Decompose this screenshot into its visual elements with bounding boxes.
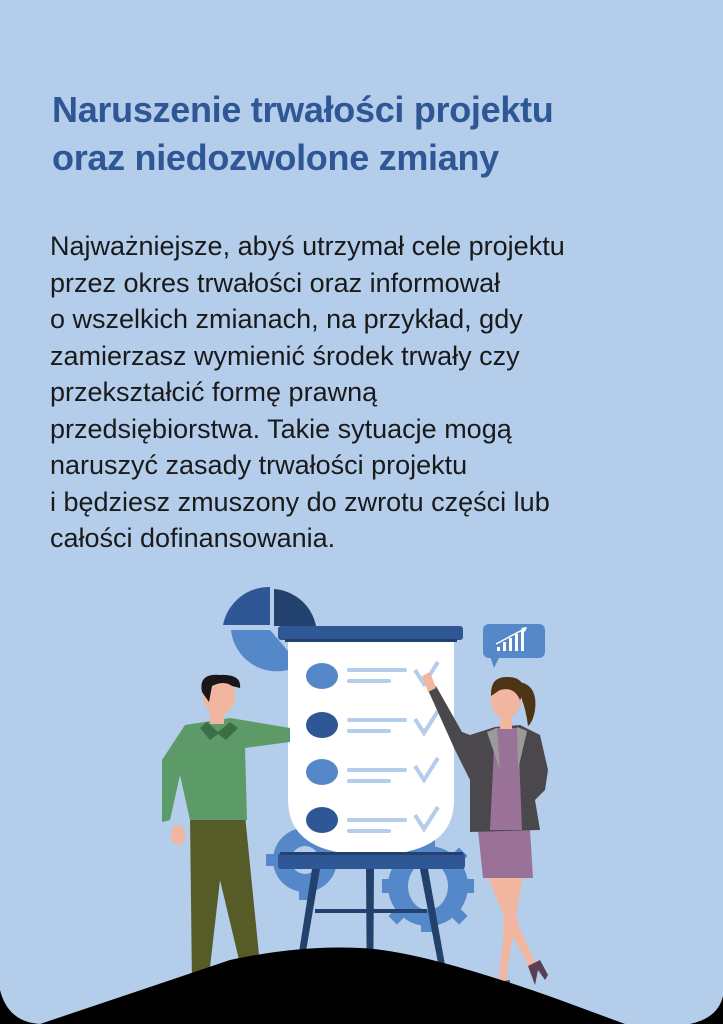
presentation-illustration bbox=[0, 560, 723, 1024]
checklist-board bbox=[278, 626, 463, 855]
body-line: przekształcić formę prawną bbox=[50, 377, 378, 407]
body-line: Najważniejsze, abyś utrzymał cele projektu bbox=[50, 231, 565, 261]
body-line: przez okres trwałości oraz informował bbox=[50, 267, 501, 298]
body-line: przedsiębiorstwa. Takie sytuacje mogą bbox=[50, 413, 512, 444]
body-line: i będziesz zmuszony do zwrotu części lub bbox=[50, 486, 550, 517]
growth-chart-bubble-icon bbox=[483, 624, 545, 668]
title-line-2: oraz niedozwolone zmiany bbox=[52, 137, 499, 178]
page-title bbox=[52, 86, 692, 182]
body-line: całości dofinansowania. bbox=[50, 523, 336, 553]
title-line-1: Naruszenie trwałości projektu bbox=[52, 89, 554, 130]
body-line: o wszelkich zmianach, na przykład, gdy bbox=[50, 304, 523, 334]
body-line: naruszyć zasady trwałości projektu bbox=[50, 450, 468, 480]
body-paragraph bbox=[50, 228, 690, 557]
body-line: zamierzasz wymienić środek trwały czy bbox=[50, 340, 520, 371]
bottom-cutout bbox=[0, 990, 40, 1024]
